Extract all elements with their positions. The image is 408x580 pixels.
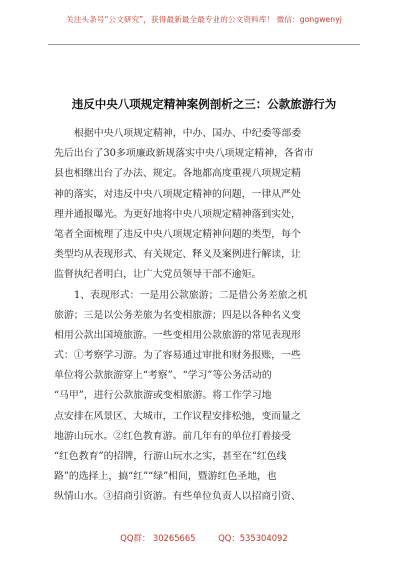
footer-qq-group: QQ群： 30265665 — [120, 533, 196, 543]
body-line: 单位将公款旅游穿上“考察”、“学习”等公务活动的 — [54, 370, 272, 382]
footer-contact — [0, 532, 408, 544]
body-line: 笔者全面梳理了违反中央八项规定精神问题的类型，每个 — [54, 228, 301, 240]
footer-qq: QQ：535304092 — [218, 533, 288, 543]
body-line: 地游山玩水。②红色教育游。前几年有的单位打着接受 — [54, 430, 292, 442]
body-line: “红色教育”的招牌，行游山玩水之实，甚至在“红色线 — [54, 451, 287, 462]
document-body — [54, 124, 358, 508]
header-rule — [48, 44, 360, 45]
header-note: 关注头条号“公文研究”，获得最新最全最专业的公文资料库！ 微信：gongwenyj — [66, 15, 342, 24]
body-line: 先后出台了30多项廉政新规落实中央八项规定精神，各省市 — [54, 148, 314, 160]
body-line: 神的落实，对违反中央八项规定精神的问题，一律从严处 — [54, 188, 301, 200]
body-line: 类型均从表现形式、有关规定、释义及案例进行解读，让 — [54, 249, 301, 261]
body-line: 式：①考察学习游。为了容易通过审批和财务报账，一些 — [54, 350, 301, 362]
body-line: 理并通报曝光。为更好地将中央八项规定精神落到实处， — [54, 208, 301, 220]
body-line: 1、表现形式：一是用公款旅游；二是借公务差旅之机 — [74, 289, 308, 301]
document-title: 违反中央八项规定精神案例剖析之三：公款旅游行为 — [71, 97, 337, 111]
body-line: 纵情山水。③招商引资游。有些单位负责人以招商引资、 — [54, 491, 301, 503]
body-line: 根据中央八项规定精神，中办、国办、中纪委等部委 — [74, 128, 302, 139]
body-line: 路”的选择上，搞“红”“绿”相间，暨游红色圣地，也 — [54, 471, 277, 483]
body-line: 监督执纪者明白，让广大党员领导干部不逾矩。 — [54, 269, 262, 281]
body-line: 县也相继出台了办法、规定。各地都高度重视八项规定精 — [54, 168, 301, 180]
body-line: 相用公款出国境旅游。一些变相用公款旅游的常见表现形 — [54, 329, 301, 341]
body-line: 点安排在风景区、大城市，工作议程安排松弛，变而量之 — [54, 410, 301, 422]
body-line: “马甲”，进行公款旅游或变相旅游。将工作学习地 — [54, 390, 272, 402]
body-line: 旅游；三是以公务差旅为名变相旅游；四是以各种名义变 — [54, 309, 301, 321]
